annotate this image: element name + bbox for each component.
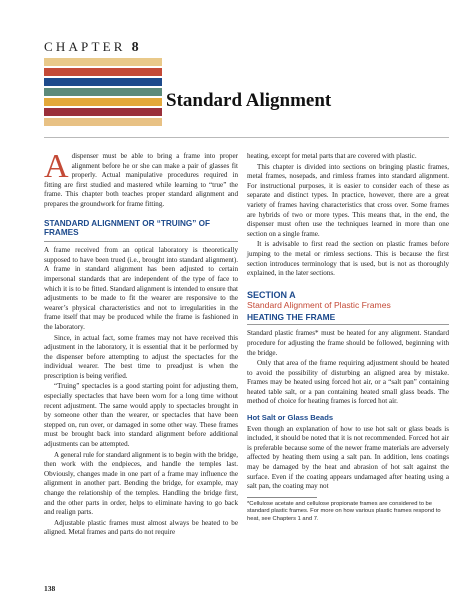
- footnote: *Cellulose acetate and cellulose propionate frames are considered to be standard plastic frames. For more on how various plastic frames respond to heat, see Chapters 1 and 7.: [247, 500, 441, 522]
- paragraph-left-3: “Truing” spectacles is a good starting point for adjusting them, especially spectacles that have been worn for a long time without recent adjustment. The same would apply to spectacles brought in by someone other than the wearer, or spectacles that have been stepped on, run over, or damaged in some other way. These frames must be brought back into standard alignment before additional adjustments can be attempted.: [44, 382, 238, 449]
- heating-heading: HEATING THE FRAME: [247, 311, 336, 322]
- paragraph-right-1: heating, except for metal parts that are covered with plastic.: [247, 152, 417, 160]
- intro-paragraph: [44, 148, 238, 210]
- heating-heading-rule: [247, 324, 449, 325]
- chapter-label: [44, 39, 139, 56]
- color-stripe: [44, 68, 162, 76]
- color-stripe: [44, 78, 162, 86]
- intro-text: dispenser must be able to bring a frame into proper alignment before he or she can make a pair of glasses fit properly. Actual manipulative procedures required in fitting are first studied and mastered while learning to “true” the frame. This chapter both teaches proper standard alignment and prepares the groundwork for frame fitting.: [44, 152, 238, 208]
- chapter-title: Standard Alignment: [166, 90, 332, 111]
- chapter-number: 8: [131, 40, 139, 55]
- paragraph-left-1: A frame received from an optical laboratory is theoretically supposed to have been trued (i.e., brought into standard alignment). A frame in standard alignment has been adjusted to certain impersonal standards that are independent of the type of face to which it is to be fitted. Standard alignment is intended to ensure that adjustments to be made to fit the wearer are responsive to the wearer’s physical characteristics and not to irregularities in the frame itself that may be produced while the frame is fashioned in the laboratory.: [44, 246, 238, 331]
- color-stripe: [44, 98, 162, 106]
- section-a-title: Standard Alignment of Plastic Frames: [247, 299, 391, 310]
- section-heading-standard-alignment: [44, 219, 238, 243]
- paragraph-left-4: A general rule for standard alignment is to begin with the bridge, then work with the endpieces, and handle the temples last. Obviously, changes made in one part of a frame may influence the alignment in another part. Bending the bridge, for example, may change the relationship of the temples. Handling the bridge first, and the other parts in order, helps to eliminate having to go back and realign parts.: [44, 450, 238, 517]
- section-a-block: [247, 290, 449, 326]
- hot-salt-subheading: Hot Salt or Glass Beads: [247, 413, 334, 423]
- chapter-word: CHAPTER: [44, 39, 126, 54]
- paragraph-right-3: It is advisable to first read the section on plastic frames before jumping to the metal or rimless sections. This is because the first section introduces terminology that is used, but is not as thoroughly explained, in the later sections.: [247, 240, 449, 278]
- section-heading-text: STANDARD ALIGNMENT OR “TRUING” OF FRAMES: [44, 218, 211, 238]
- chapter-color-stripes: [44, 58, 162, 128]
- right-column: [247, 152, 449, 525]
- color-stripe: [44, 88, 162, 96]
- drop-cap: A: [44, 148, 69, 185]
- heating-paragraph-2: Only that area of the frame requiring adjustment should be heated to avoid the possibility of disturbing an aligned area by mistake. Frames may be heated using forced hot air, or a “salt pan” containing heated table salt, or a pan containing heated small glass beads. The method of choice for heating frames is forced hot air.: [247, 359, 449, 406]
- color-stripe: [44, 118, 162, 126]
- title-divider: [44, 137, 449, 138]
- paragraph-right-2: This chapter is divided into sections on bringing plastic frames, metal frames, nosepads, and rimless frames into standard alignment. For instructional purposes, it is easier to consider each of these as separate and distinct types. In practice, however, there are a great variety of frames having characteristics that cross over. Some frames are hybrids of two or more types. This means that, in the end, the dispenser must often use the techniques learned in more than one section on a single frame.: [247, 162, 449, 238]
- section-a-label: SECTION A: [247, 289, 296, 300]
- page-number: 138: [44, 584, 56, 593]
- heating-paragraph-1: Standard plastic frames* must be heated for any alignment. Standard procedure for adjusting the frame should be followed, beginning with the bridge.: [247, 329, 449, 357]
- paragraph-left-5: Adjustable plastic frames must almost always be heated to be aligned. Metal frames and parts do not require: [44, 518, 238, 537]
- paragraph-left-2: Since, in actual fact, some frames may not have received this adjustment in the laboratory, it is essential that it be performed by the dispenser before attempting to adjust the spectacles for the individual wearer. The best time to preadjust is when the prescription is being verified.: [44, 333, 238, 380]
- color-stripe: [44, 108, 162, 116]
- section-heading-rule: [44, 241, 238, 242]
- color-stripe: [44, 58, 162, 66]
- left-column: [44, 148, 238, 539]
- hot-salt-paragraph: Even though an explanation of how to use hot salt or glass beads is included, it should be noted that it is not recommended. Forced hot air is preferable because some of the newer frame materials are adversely affected by heating them using a salt pan. In addition, lens coatings may be damaged by the heat and abrasion of hot salt against the surface. Even if the coating appears undamaged after heating using a salt pan, the coating may not: [247, 424, 449, 491]
- footnote-rule: [247, 497, 317, 498]
